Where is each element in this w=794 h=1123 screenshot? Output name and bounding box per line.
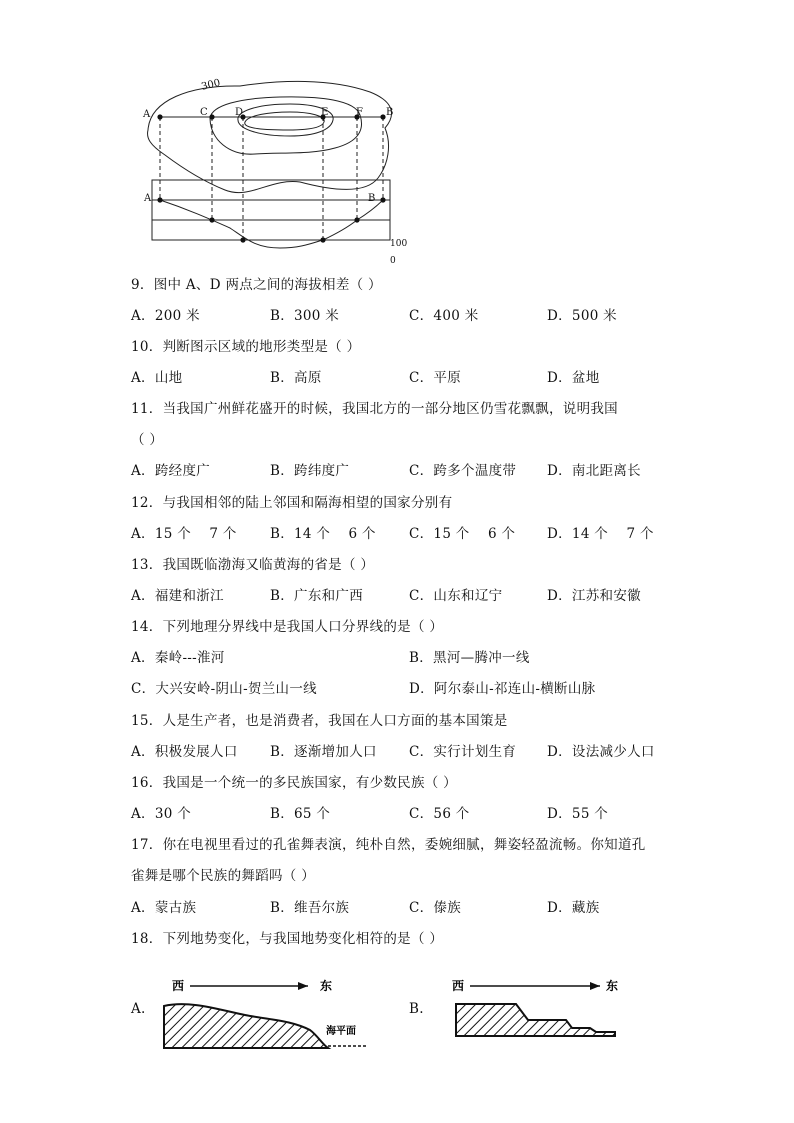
question-9-stem: 9．图中 A、D 两点之间的海拔相差（ ） <box>131 277 382 293</box>
q18-option-a-label: A. <box>131 1001 146 1017</box>
contour-line-3 <box>238 104 333 136</box>
point-label-d: D <box>235 107 244 118</box>
q11-option-b: B．跨纬度广 <box>270 463 350 479</box>
question-14-stem: 14．下列地理分界线中是我国人口分界线的是（ ） <box>131 619 444 635</box>
question-13-stem: 13．我国既临渤海又临黄海的省是（ ） <box>131 557 375 573</box>
q12-option-d: D．14 个 7 个 <box>547 526 654 542</box>
question-11-stem-cont: （ ） <box>131 432 164 448</box>
terrain-profile-b <box>440 970 640 1050</box>
question-11-stem: 11．当我国广州鲜花盛开的时候，我国北方的一部分地区仍雪花飘飘，说明我国 <box>131 401 618 417</box>
q11-option-d: D．南北距离长 <box>547 463 641 479</box>
q17-option-a: A．蒙古族 <box>131 900 197 916</box>
q17-option-d: D．藏族 <box>547 900 600 916</box>
question-15-stem: 15．人是生产者，也是消费者，我国在人口方面的基本国策是 <box>131 713 508 729</box>
q15-option-b: B．逐渐增加人口 <box>270 744 377 760</box>
q15-option-a: A．积极发展人口 <box>131 744 238 760</box>
q11-option-a: A．跨经度广 <box>131 463 211 479</box>
contour-profile-diagram <box>130 70 420 270</box>
q10-option-d: D．盆地 <box>547 370 600 386</box>
q14-option-c: C．大兴安岭-阴山-贺兰山一线 <box>131 681 317 697</box>
q14-option-b: B．黑河—腾冲一线 <box>409 650 530 666</box>
contour-line-300 <box>148 81 392 192</box>
q15-option-d: D．设法减少人口 <box>547 744 655 760</box>
contour-line-2 <box>210 97 362 154</box>
q12-option-b: B．14 个 6 个 <box>270 526 376 542</box>
q9-option-c: C．400 米 <box>409 308 479 324</box>
q18-option-b-label: B. <box>409 1001 424 1017</box>
q13-option-d: D．江苏和安徽 <box>547 588 641 604</box>
q16-option-a: A．30 个 <box>131 806 192 822</box>
sea-level-label: 海平面 <box>326 1026 356 1037</box>
q16-option-b: B．65 个 <box>270 806 331 822</box>
terrain-profile-a <box>150 970 390 1070</box>
q9-option-a: A．200 米 <box>131 308 200 324</box>
scale-label-0: 0 <box>390 256 396 266</box>
east-label-b: 东 <box>606 979 619 993</box>
q14-option-a: A．秦岭---淮河 <box>131 650 225 666</box>
point-label-e: E <box>321 107 329 118</box>
q16-option-d: D．55 个 <box>547 806 609 822</box>
q16-option-c: C．56 个 <box>409 806 470 822</box>
east-label: 东 <box>320 979 333 993</box>
q12-option-a: A．15 个 7 个 <box>131 526 237 542</box>
q14-option-d: D．阿尔泰山-祁连山-横断山脉 <box>409 681 596 697</box>
question-10-stem: 10．判断图示区域的地形类型是（ ） <box>131 339 361 355</box>
q17-option-b: B．维吾尔族 <box>270 900 350 916</box>
profile-label-b: B <box>368 193 376 204</box>
profile-label-a: A <box>144 193 152 204</box>
q10-option-a: A．山地 <box>131 370 183 386</box>
q9-option-b: B．300 米 <box>270 308 340 324</box>
question-12-stem: 12．与我国相邻的陆上邻国和隔海相望的国家分别有 <box>131 495 453 511</box>
question-18-stem: 18．下列地势变化，与我国地势变化相符的是（ ） <box>131 931 444 947</box>
q13-option-c: C．山东和辽宁 <box>409 588 503 604</box>
q13-option-a: A．福建和浙江 <box>131 588 224 604</box>
q11-option-c: C．跨多个温度带 <box>409 463 517 479</box>
profile-curve <box>160 200 383 248</box>
q15-option-c: C．实行计划生育 <box>409 744 517 760</box>
point-label-b: B <box>386 107 394 118</box>
point-label-c: C <box>200 107 208 118</box>
q10-option-b: B．高原 <box>270 370 322 386</box>
q13-option-b: B．广东和广西 <box>270 588 364 604</box>
west-label: 西 <box>172 979 185 993</box>
question-16-stem: 16．我国是一个统一的多民族国家，有少数民族（ ） <box>131 775 457 791</box>
west-label-b: 西 <box>452 979 465 993</box>
scale-label-100: 100 <box>390 239 408 249</box>
q12-option-c: C．15 个 6 个 <box>409 526 516 542</box>
point-label-f: F <box>356 107 363 118</box>
question-17-stem: 17．你在电视里看过的孔雀舞表演，纯朴自然，委婉细腻，舞姿轻盈流畅。你知道孔 <box>131 837 646 853</box>
contour-value-label: 300 <box>200 77 222 93</box>
q9-option-d: D．500 米 <box>547 308 617 324</box>
q10-option-c: C．平原 <box>409 370 462 386</box>
q17-option-c: C．傣族 <box>409 900 462 916</box>
contour-line-4 <box>245 112 324 130</box>
point-label-a: A <box>143 109 151 120</box>
question-17-stem-cont: 雀舞是哪个民族的舞蹈吗（ ） <box>131 868 315 884</box>
